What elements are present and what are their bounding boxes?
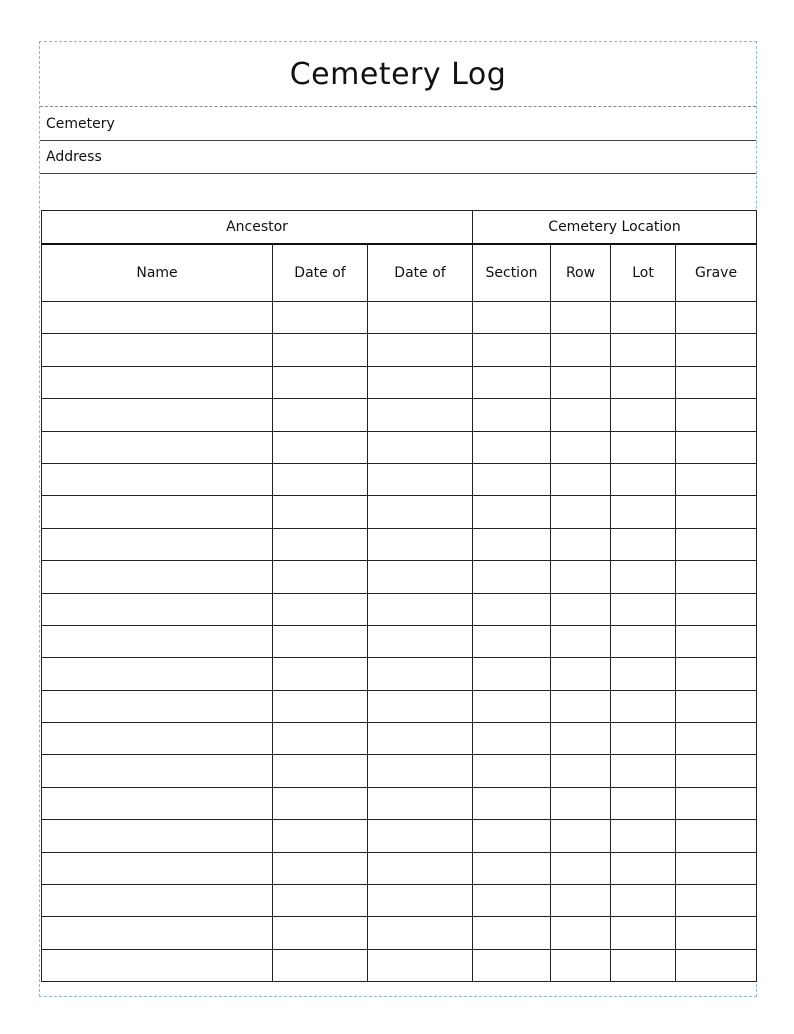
table-cell[interactable] [676, 366, 757, 398]
table-cell[interactable] [551, 496, 611, 528]
column-header-row: Row [551, 244, 611, 302]
table-cell[interactable] [368, 625, 473, 657]
table-cell[interactable] [368, 820, 473, 852]
table-cell[interactable] [676, 302, 757, 334]
table-cell[interactable] [473, 949, 551, 981]
table-row [42, 334, 757, 366]
table-cell[interactable] [273, 690, 368, 722]
table-cell[interactable] [473, 463, 551, 495]
table-cell[interactable] [551, 528, 611, 560]
table-cell[interactable] [368, 366, 473, 398]
table-cell[interactable] [676, 787, 757, 819]
table-cell[interactable] [611, 690, 676, 722]
table-cell[interactable] [473, 399, 551, 431]
table-cell[interactable] [42, 658, 273, 690]
table-cell[interactable] [611, 366, 676, 398]
table-cell[interactable] [611, 302, 676, 334]
cemetery-label: Cemetery [46, 116, 115, 132]
table-row [42, 431, 757, 463]
table-cell[interactable] [611, 593, 676, 625]
table-row [42, 787, 757, 819]
table-row [42, 463, 757, 495]
table-cell[interactable] [611, 463, 676, 495]
table-cell[interactable] [611, 755, 676, 787]
table-cell[interactable] [273, 463, 368, 495]
table-cell[interactable] [368, 658, 473, 690]
table-cell[interactable] [611, 723, 676, 755]
table-cell[interactable] [551, 658, 611, 690]
table-cell[interactable] [676, 885, 757, 917]
table-cell[interactable] [368, 917, 473, 949]
table-cell[interactable] [676, 949, 757, 981]
cemetery-field[interactable] [40, 108, 756, 141]
table-cell[interactable] [676, 658, 757, 690]
table-cell[interactable] [676, 334, 757, 366]
table-cell[interactable] [611, 658, 676, 690]
table-cell[interactable] [273, 561, 368, 593]
table-row [42, 593, 757, 625]
table-cell[interactable] [273, 917, 368, 949]
table-cell[interactable] [273, 528, 368, 560]
table-cell[interactable] [551, 593, 611, 625]
table-cell[interactable] [676, 625, 757, 657]
table-row [42, 917, 757, 949]
table-cell[interactable] [368, 852, 473, 884]
table-cell[interactable] [551, 949, 611, 981]
table-row [42, 366, 757, 398]
log-table-body [42, 302, 757, 982]
table-row [42, 496, 757, 528]
table-cell[interactable] [368, 431, 473, 463]
table-cell[interactable] [676, 852, 757, 884]
table-cell[interactable] [676, 496, 757, 528]
table-cell[interactable] [473, 496, 551, 528]
table-cell[interactable] [473, 917, 551, 949]
table-cell[interactable] [42, 399, 273, 431]
table-cell[interactable] [368, 528, 473, 560]
table-cell[interactable] [611, 852, 676, 884]
column-header-name: Name [42, 244, 273, 302]
page-title: Cemetery Log [289, 56, 507, 92]
table-cell[interactable] [676, 690, 757, 722]
table-cell[interactable] [42, 431, 273, 463]
table-cell[interactable] [368, 302, 473, 334]
table-cell[interactable] [273, 334, 368, 366]
table-cell[interactable] [273, 302, 368, 334]
table-row [42, 820, 757, 852]
table-cell[interactable] [551, 787, 611, 819]
table-cell[interactable] [611, 528, 676, 560]
table-cell[interactable] [551, 431, 611, 463]
table-cell[interactable] [42, 949, 273, 981]
table-cell[interactable] [551, 463, 611, 495]
table-cell[interactable] [676, 917, 757, 949]
column-header-section: Section [473, 244, 551, 302]
table-row [42, 852, 757, 884]
table-cell[interactable] [676, 723, 757, 755]
table-cell[interactable] [42, 852, 273, 884]
table-cell[interactable] [42, 885, 273, 917]
table-cell[interactable] [273, 496, 368, 528]
title-divider [40, 106, 756, 107]
table-cell[interactable] [551, 302, 611, 334]
table-row [42, 755, 757, 787]
table-cell[interactable] [42, 820, 273, 852]
table-cell[interactable] [473, 528, 551, 560]
table-cell[interactable] [473, 787, 551, 819]
table-cell[interactable] [551, 366, 611, 398]
cemetery-log-table [41, 210, 757, 982]
table-cell[interactable] [473, 852, 551, 884]
table-cell[interactable] [273, 787, 368, 819]
table-cell[interactable] [676, 755, 757, 787]
table-cell[interactable] [473, 755, 551, 787]
column-header-date-of-1: Date of [273, 244, 368, 302]
table-cell[interactable] [611, 561, 676, 593]
table-cell[interactable] [368, 496, 473, 528]
table-row [42, 885, 757, 917]
table-cell[interactable] [473, 561, 551, 593]
table-cell[interactable] [368, 885, 473, 917]
table-row [42, 528, 757, 560]
column-header-lot: Lot [611, 244, 676, 302]
table-cell[interactable] [611, 431, 676, 463]
table-cell[interactable] [273, 593, 368, 625]
table-cell[interactable] [611, 917, 676, 949]
table-cell[interactable] [368, 334, 473, 366]
table-cell[interactable] [473, 723, 551, 755]
table-cell[interactable] [611, 885, 676, 917]
table-cell[interactable] [42, 755, 273, 787]
table-cell[interactable] [273, 820, 368, 852]
table-cell[interactable] [551, 625, 611, 657]
table-cell[interactable] [676, 820, 757, 852]
table-cell[interactable] [42, 723, 273, 755]
ancestor-group-header: Ancestor [42, 211, 473, 245]
table-cell[interactable] [551, 690, 611, 722]
table-cell[interactable] [611, 949, 676, 981]
table-cell[interactable] [676, 528, 757, 560]
table-cell[interactable] [273, 658, 368, 690]
table-cell[interactable] [42, 366, 273, 398]
table-cell[interactable] [42, 593, 273, 625]
table-cell[interactable] [368, 561, 473, 593]
table-cell[interactable] [676, 561, 757, 593]
table-cell[interactable] [273, 949, 368, 981]
table-cell[interactable] [42, 787, 273, 819]
table-cell[interactable] [611, 399, 676, 431]
table-cell[interactable] [611, 334, 676, 366]
table-cell[interactable] [42, 302, 273, 334]
cemetery-location-group-header: Cemetery Location [473, 211, 757, 245]
table-cell[interactable] [273, 366, 368, 398]
table-row [42, 561, 757, 593]
table-cell[interactable] [42, 690, 273, 722]
table-cell[interactable] [473, 431, 551, 463]
address-label: Address [46, 149, 102, 165]
table-cell[interactable] [273, 755, 368, 787]
table-cell[interactable] [551, 755, 611, 787]
table-cell[interactable] [42, 334, 273, 366]
table-cell[interactable] [676, 463, 757, 495]
table-cell[interactable] [42, 528, 273, 560]
table-row [42, 690, 757, 722]
table-cell[interactable] [551, 561, 611, 593]
table-cell[interactable] [473, 820, 551, 852]
form-page [39, 41, 757, 997]
table-cell[interactable] [273, 431, 368, 463]
table-cell[interactable] [676, 399, 757, 431]
table-cell[interactable] [551, 820, 611, 852]
table-cell[interactable] [273, 723, 368, 755]
table-cell[interactable] [551, 399, 611, 431]
column-header-date-of-2: Date of [368, 244, 473, 302]
table-cell[interactable] [676, 593, 757, 625]
table-row [42, 658, 757, 690]
table-cell[interactable] [473, 334, 551, 366]
table-cell[interactable] [368, 690, 473, 722]
table-cell[interactable] [473, 366, 551, 398]
table-cell[interactable] [368, 755, 473, 787]
table-cell[interactable] [611, 820, 676, 852]
table-cell[interactable] [273, 625, 368, 657]
table-cell[interactable] [42, 917, 273, 949]
table-cell[interactable] [611, 787, 676, 819]
table-cell[interactable] [273, 852, 368, 884]
table-cell[interactable] [368, 787, 473, 819]
table-cell[interactable] [368, 593, 473, 625]
table-cell[interactable] [676, 431, 757, 463]
table-cell[interactable] [611, 625, 676, 657]
table-cell[interactable] [551, 852, 611, 884]
table-cell[interactable] [551, 334, 611, 366]
table-cell[interactable] [551, 723, 611, 755]
table-row [42, 723, 757, 755]
table-cell[interactable] [42, 496, 273, 528]
table-cell[interactable] [611, 496, 676, 528]
table-cell[interactable] [273, 399, 368, 431]
table-row [42, 399, 757, 431]
table-row [42, 949, 757, 981]
table-cell[interactable] [368, 463, 473, 495]
table-cell[interactable] [368, 723, 473, 755]
table-cell[interactable] [473, 593, 551, 625]
table-cell[interactable] [473, 625, 551, 657]
table-cell[interactable] [368, 399, 473, 431]
table-row [42, 625, 757, 657]
address-field[interactable] [40, 141, 756, 174]
table-cell[interactable] [473, 302, 551, 334]
table-cell[interactable] [42, 463, 273, 495]
table-cell[interactable] [273, 885, 368, 917]
table-cell[interactable] [473, 658, 551, 690]
table-row [42, 302, 757, 334]
table-cell[interactable] [42, 625, 273, 657]
table-cell[interactable] [551, 885, 611, 917]
table-cell[interactable] [473, 690, 551, 722]
table-cell[interactable] [368, 949, 473, 981]
table-cell[interactable] [551, 917, 611, 949]
column-header-grave: Grave [676, 244, 757, 302]
table-cell[interactable] [473, 885, 551, 917]
table-cell[interactable] [42, 561, 273, 593]
